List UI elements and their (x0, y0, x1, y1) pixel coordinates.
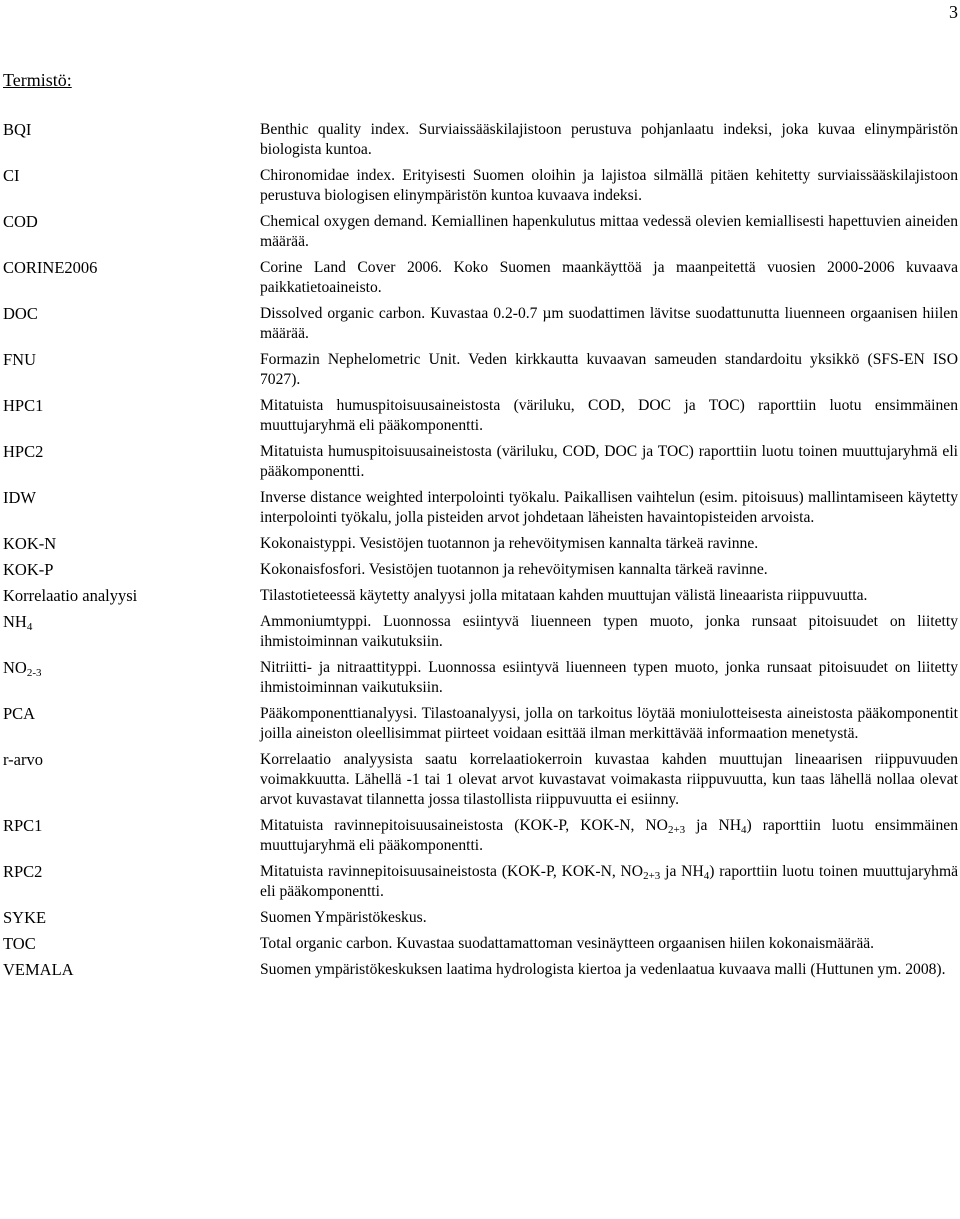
glossary-term: r-arvo (3, 750, 43, 769)
glossary-entry (3, 750, 958, 810)
glossary-entry (3, 816, 958, 856)
glossary-definition (260, 816, 958, 856)
glossary-term: RPC2 (3, 862, 43, 881)
glossary-term: KOK-N (3, 534, 57, 553)
glossary-term: CORINE2006 (3, 258, 98, 277)
glossary-definition: Suomen Ympäristökeskus. (260, 909, 427, 926)
term-subscript: 4 (26, 621, 33, 633)
definition-text: ) raporttiin luotu toinen muuttujaryhmä eli pääkomponentti. (260, 863, 959, 900)
glossary-term: PCA (3, 704, 36, 723)
glossary-entry (3, 658, 958, 698)
glossary-entry (3, 120, 958, 160)
glossary-term: BQI (3, 120, 32, 139)
glossary-definition: Inverse distance weighted interpolointi työkalu. Paikallisen vaihtelun (esim. pitoisuus) mallintamiseen käytetty interpolointi työkalu, jolla pisteiden arvot johdetaan läheisten havaintopisteiden arvoista. (260, 489, 958, 526)
definition-text: ) raporttiin luotu ensimmäinen muuttujaryhmä eli pääkomponentti. (260, 817, 959, 854)
glossary-term: CI (3, 166, 20, 185)
page-number: 3 (949, 2, 958, 22)
glossary-entry (3, 862, 958, 902)
glossary-entry (3, 560, 958, 580)
glossary-definition: Chemical oxygen demand. Kemiallinen hapenkulutus mittaa vedessä olevien kemiallisesti hapettuvien aineiden määrää. (260, 213, 958, 250)
glossary-term (3, 658, 260, 698)
term-subscript: 2-3 (26, 667, 42, 679)
glossary-entry (3, 212, 958, 252)
glossary-entry (3, 488, 958, 528)
glossary-entry (3, 534, 958, 554)
definition-subscript: 2+3 (667, 824, 686, 836)
glossary-definition (260, 862, 958, 902)
glossary-definition: Mitatuista humuspitoisuusaineistosta (väriluku, COD, DOC ja TOC) raporttiin luotu ensimmäinen muuttujaryhmä eli pääkomponentti. (260, 397, 958, 434)
glossary-list (3, 120, 958, 986)
glossary-term: KOK-P (3, 560, 54, 579)
glossary-term: DOC (3, 304, 38, 323)
glossary-definition: Kokonaistyppi. Vesistöjen tuotannon ja rehevöitymisen kannalta tärkeä ravinne. (260, 535, 759, 552)
glossary-term: VEMALA (3, 960, 74, 979)
glossary-definition: Tilastotieteessä käytetty analyysi jolla mitataan kahden muuttujan välistä lineaarista riippuvuutta. (260, 587, 868, 604)
glossary-definition: Suomen ympäristökeskuksen laatima hydrologista kiertoa ja vedenlaatua kuvaava malli (Huttunen ym. 2008). (260, 961, 946, 978)
glossary-definition: Kokonaisfosfori. Vesistöjen tuotannon ja rehevöitymisen kannalta tärkeä ravinne. (260, 561, 768, 578)
glossary-entry (3, 908, 958, 928)
definition-subscript: 4 (741, 824, 747, 836)
definition-text: ja NH (660, 863, 704, 880)
glossary-entry (3, 442, 958, 482)
glossary-definition: Total organic carbon. Kuvastaa suodattamattoman vesinäytteen orgaanisen hiilen kokonaismäärää. (260, 935, 875, 952)
glossary-entry (3, 960, 958, 980)
glossary-entry (3, 350, 958, 390)
glossary-term: SYKE (3, 908, 47, 927)
glossary-definition: Pääkomponenttianalyysi. Tilastoanalyysi, jolla on tarkoitus löytää moniulotteisesta aineistosta pääkomponentit joilla aineiston oleellisimmat piirteet voidaan esittää ilman merkittävää informaation menetystä. (260, 705, 958, 742)
glossary-definition: Chironomidae index. Erityisesti Suomen oloihin ja lajistoa silmällä pitäen kehitetty surviaissääskilajistoon perustuva biologisen elinympäristön kuntoa kuvaava indeksi. (260, 167, 958, 204)
glossary-term: IDW (3, 488, 36, 507)
glossary-term: FNU (3, 350, 37, 369)
glossary-entry (3, 612, 958, 652)
glossary-definition: Corine Land Cover 2006. Koko Suomen maankäyttöä ja maanpeitettä vuosien 2000-2006 kuvaava paikkatietoaineisto. (260, 259, 958, 296)
definition-subscript: 4 (703, 870, 710, 882)
glossary-entry (3, 304, 958, 344)
glossary-entry (3, 704, 958, 744)
term-text: NH (3, 612, 27, 631)
glossary-definition: Korrelaatio analyysista saatu korrelaatiokerroin kuvastaa kahden muuttujan lineaarisen riippuvuuden voimakkuutta. Lähellä -1 tai 1 olevat arvot kuvastavat voimakasta riippuvuutta, kun taas lähellä nollaa olevat arvot kuvastavat tilannetta jossa tilastollista riippuvuutta ei esiinny. (260, 751, 958, 808)
glossary-definition: Mitatuista humuspitoisuusaineistosta (väriluku, COD, DOC ja TOC) raporttiin luotu toinen muuttujaryhmä eli pääkomponentti. (260, 443, 958, 480)
glossary-definition: Nitriitti- ja nitraattityppi. Luonnossa esiintyvä liuenneen typen muoto, jonka runsaat pitoisuudet on liitetty ihmistoiminnan vaikutuksiin. (260, 659, 958, 696)
glossary-entry (3, 586, 958, 606)
glossary-term: COD (3, 212, 38, 231)
glossary-entry (3, 934, 958, 954)
glossary-term (3, 612, 260, 652)
glossary-term: RPC1 (3, 816, 43, 835)
definition-text: ja NH (685, 817, 741, 834)
definition-text: Mitatuista ravinnepitoisuusaineistosta (KOK-P, KOK-N, NO (260, 863, 644, 880)
glossary-entry (3, 396, 958, 436)
glossary-definition: Formazin Nephelometric Unit. Veden kirkkautta kuvaavan sameuden standardoitu yksikkö (SFS-EN ISO 7027). (260, 351, 958, 388)
definition-text: Mitatuista ravinnepitoisuusaineistosta (KOK-P, KOK-N, NO (260, 817, 668, 834)
glossary-definition: Benthic quality index. Surviaissääskilajistoon perustuva pohjanlaatu indeksi, joka kuvaa elinympäristön biologista kuntoa. (260, 121, 958, 158)
term-text: NO (3, 658, 27, 677)
glossary-term: HPC2 (3, 442, 44, 461)
glossary-term: Korrelaatio analyysi (3, 586, 138, 605)
glossary-entry (3, 166, 958, 206)
glossary-term: HPC1 (3, 396, 44, 415)
glossary-entry (3, 258, 958, 298)
definition-subscript: 2+3 (643, 870, 661, 882)
glossary-definition: Ammoniumtyppi. Luonnossa esiintyvä liuenneen typen muoto, jonka runsaat pitoisuudet on liitetty ihmistoiminnan vaikutuksiin. (260, 613, 958, 650)
glossary-term: TOC (3, 934, 36, 953)
page-heading: Termistö: (3, 70, 72, 90)
glossary-definition: Dissolved organic carbon. Kuvastaa 0.2-0.7 µm suodattimen lävitse suodattunutta liuenneen orgaanisen hiilen määrää. (260, 305, 958, 342)
